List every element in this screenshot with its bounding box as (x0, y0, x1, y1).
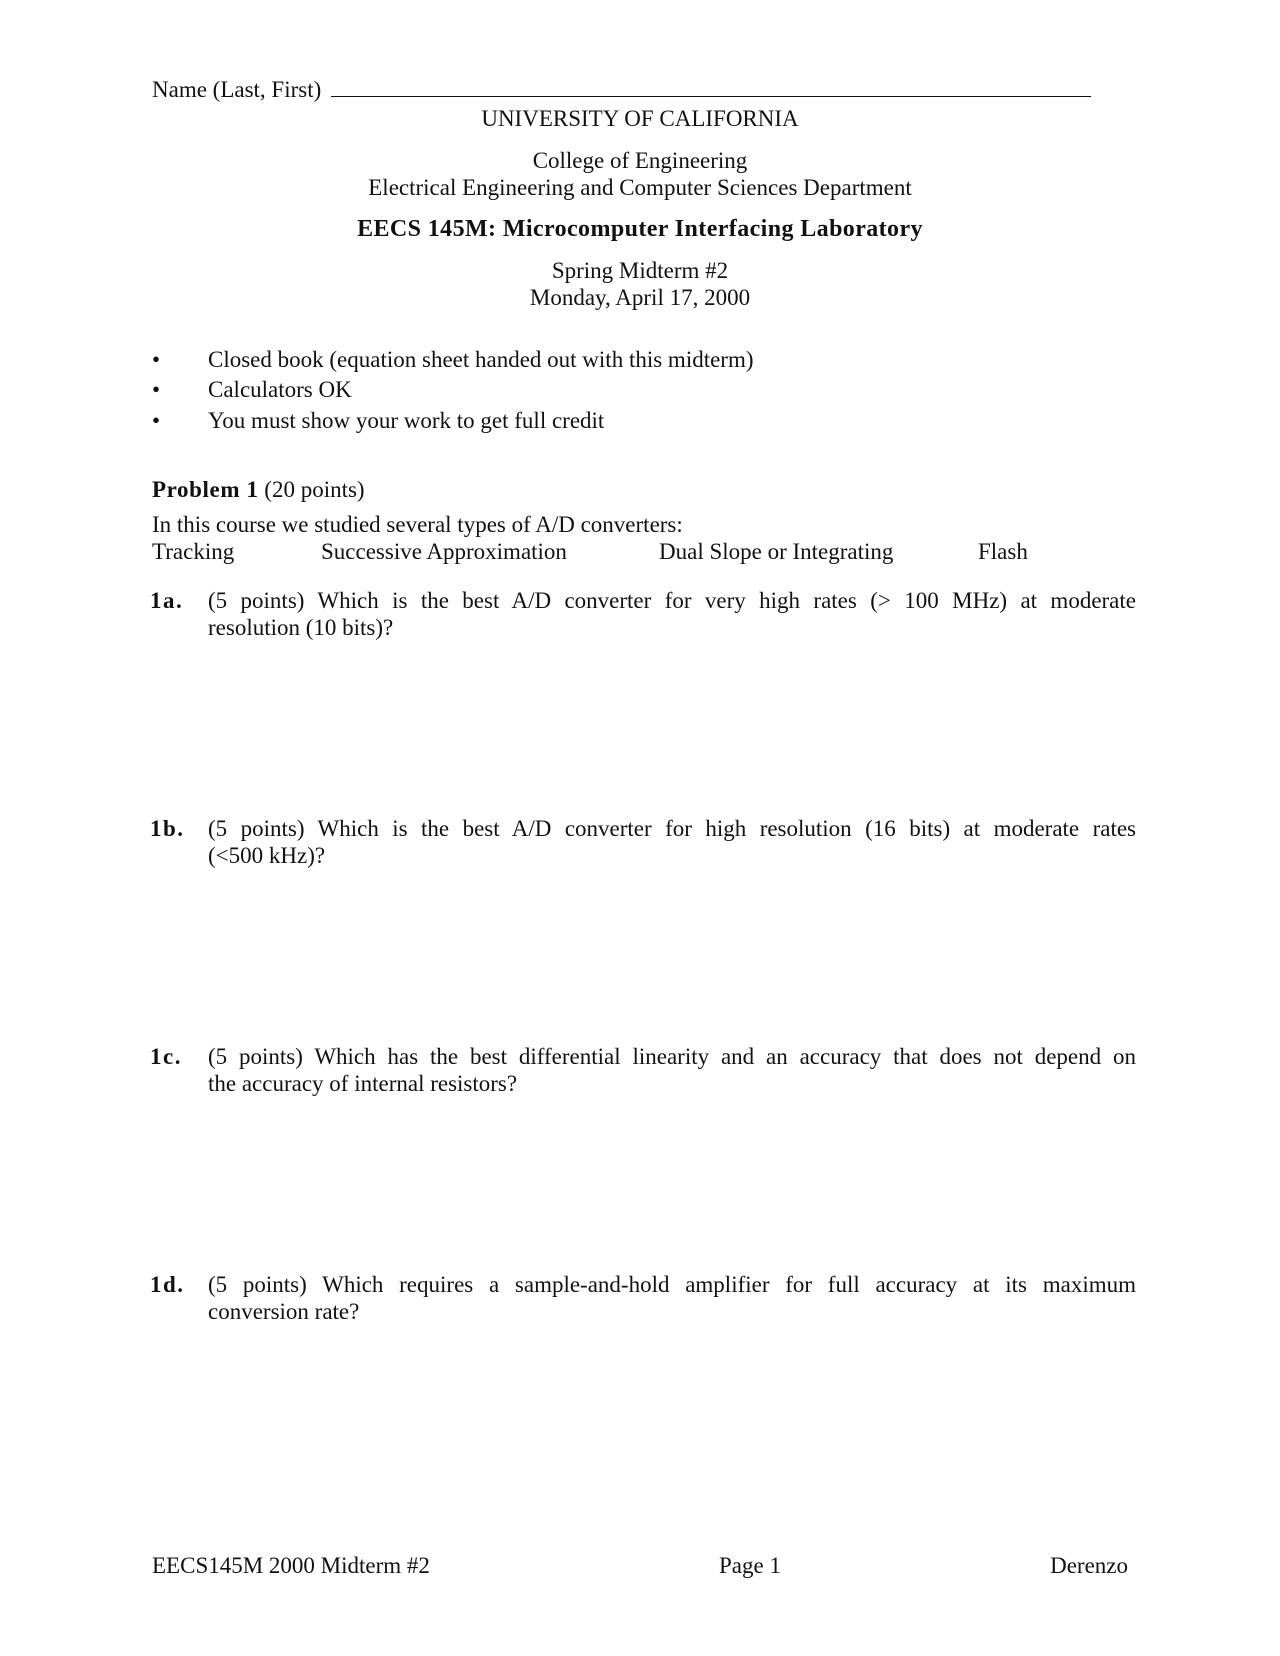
bullet-icon: • (152, 347, 161, 372)
converter-type: Dual Slope or Integrating (659, 539, 894, 564)
instruction-text: Closed book (equation sheet handed out with this midterm) (208, 347, 754, 372)
bullet-icon: • (152, 408, 161, 433)
question-label: 1c. (150, 1044, 182, 1069)
question-line: resolution (10 bits)? (208, 615, 394, 640)
answer-space[interactable] (208, 878, 1136, 1028)
question-line: (5 points) Which has the best differential linearity and an accuracy that does not depend on (208, 1044, 1136, 1069)
name-label: Name (Last, First) (152, 77, 322, 102)
footer-page-number: Page 1 (719, 1553, 781, 1578)
course-title: EECS 145M: Microcomputer Interfacing Laboratory (357, 216, 923, 242)
converter-type: Tracking (152, 539, 235, 564)
question-line: (5 points) Which is the best A/D converter for very high rates (> 100 MHz) at moderate (208, 588, 1136, 613)
problem-heading (152, 476, 365, 503)
department-name: Electrical Engineering and Computer Sciences Department (368, 175, 912, 200)
question-label: 1d. (150, 1272, 185, 1297)
problem-intro: In this course we studied several types of A/D converters: (152, 512, 683, 537)
university-name: UNIVERSITY OF CALIFORNIA (481, 106, 799, 131)
college-name: College of Engineering (532, 148, 748, 173)
instruction-item (152, 376, 352, 403)
instruction-item (152, 407, 604, 434)
name-field-row (152, 76, 1112, 103)
answer-space[interactable] (208, 1106, 1136, 1256)
question-label: 1a. (150, 588, 184, 613)
converter-type: Flash (978, 539, 1028, 564)
question-line: (5 points) Which requires a sample-and-hold amplifier for full accuracy at its maximum (208, 1272, 1136, 1297)
question-line: (5 points) Which is the best A/D converter for high resolution (16 bits) at moderate rates (208, 816, 1136, 841)
question-line: the accuracy of internal resistors? (208, 1071, 518, 1096)
instruction-text: Calculators OK (208, 377, 352, 402)
name-blank-line[interactable] (331, 76, 1091, 97)
bullet-icon: • (152, 377, 161, 402)
question-text (208, 815, 1136, 869)
answer-space[interactable] (208, 1334, 1136, 1524)
question-text (208, 587, 1136, 641)
answer-space[interactable] (208, 650, 1136, 800)
question-line: (<500 kHz)? (208, 843, 326, 868)
converter-type: Successive Approximation (321, 539, 567, 564)
question-line: conversion rate? (208, 1299, 360, 1324)
instruction-text: You must show your work to get full credit (208, 408, 605, 433)
footer-course: EECS145M 2000 Midterm #2 (152, 1553, 430, 1578)
exam-name: Spring Midterm #2 (551, 258, 729, 283)
problem-points: (20 points) (264, 477, 365, 502)
instruction-item (152, 346, 754, 373)
question-label: 1b. (150, 816, 185, 841)
exam-date: Monday, April 17, 2000 (529, 285, 751, 310)
question-text (208, 1271, 1136, 1325)
question-text (208, 1043, 1136, 1097)
footer-author: Derenzo (1050, 1553, 1128, 1578)
problem-title: Problem 1 (152, 477, 259, 502)
